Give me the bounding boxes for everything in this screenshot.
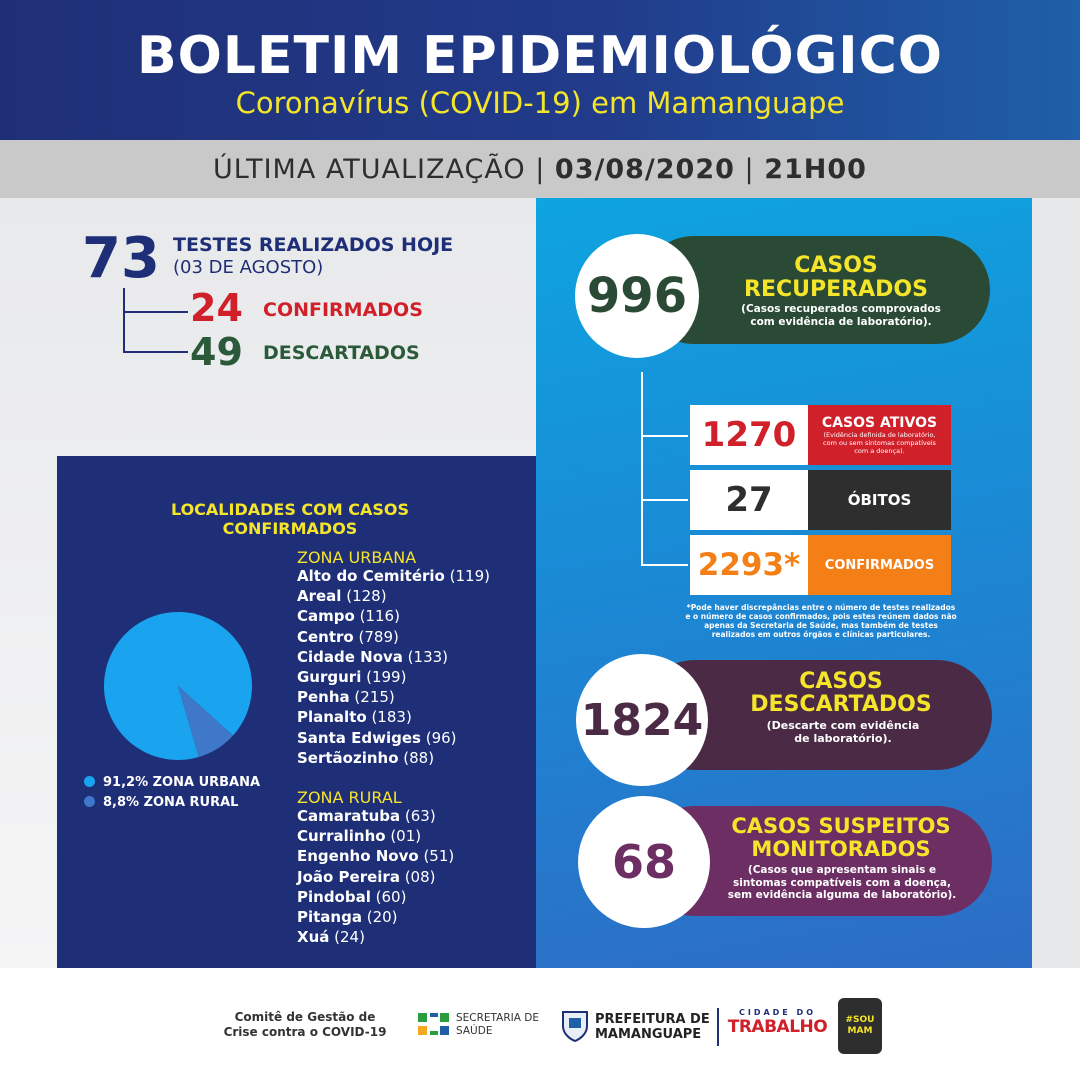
locality-item [297, 826, 454, 846]
update-label: ÚLTIMA ATUALIZAÇÃO [213, 154, 526, 185]
locality-item [297, 566, 490, 586]
discarded-value: 1824 [576, 654, 708, 786]
locality-count: (119) [444, 567, 490, 585]
locality-name: Campo [297, 607, 355, 626]
locality-item [297, 907, 454, 927]
confirmed-value: 2293* [690, 535, 808, 595]
locality-name: Sertãozinho [297, 748, 399, 767]
recovered-value: 996 [575, 234, 699, 358]
deaths-value: 27 [690, 470, 808, 530]
recovered-note: (Casos recuperados comprovados com evidência de laboratório). [741, 303, 941, 328]
page-title: BOLETIM EPIDEMIOLÓGICO [136, 26, 943, 86]
legend-urban-label: 91,2% ZONA URBANA [103, 775, 261, 790]
city-of-work-line-1: CIDADE DO [738, 1008, 816, 1017]
locality-name: Camaratuba [297, 807, 401, 825]
health-secretariat-logo-icon [418, 1013, 450, 1039]
locality-count: (133) [402, 647, 449, 666]
discarded-title-line-2: DESCARTADOS [750, 692, 932, 717]
zone-pie-chart [102, 610, 254, 762]
locality-name: João Pereira [297, 867, 400, 886]
locality-name: Pindobal [297, 887, 371, 906]
locality-count: (24) [329, 928, 365, 947]
city-coat-of-arms-icon [560, 1008, 590, 1042]
health-secretariat-line-1: SECRETARIA DE [456, 1012, 539, 1024]
locality-item [297, 707, 490, 727]
health-secretariat-text [456, 1012, 539, 1038]
update-time: 21H00 [764, 154, 867, 185]
locality-count: (08) [399, 867, 436, 886]
locality-count: (60) [370, 887, 407, 906]
locality-count: (88) [398, 748, 435, 767]
update-separator: | [535, 154, 546, 185]
locality-name: Gurguri [297, 668, 362, 687]
suspected-title [716, 815, 966, 861]
tests-label: TESTES REALIZADOS HOJE [173, 234, 454, 256]
locality-name: Centro [297, 627, 354, 646]
city-of-work-line-2: TRABALHO [727, 1017, 828, 1037]
active-note: (Evidência definida de laboratório, com ou sem sintomas compatíveis com a doença). [823, 431, 936, 455]
confirmed-label: CONFIRMADOS [824, 557, 935, 573]
locality-count: (116) [354, 607, 400, 626]
recovered-title [726, 254, 946, 302]
locality-item [297, 687, 490, 707]
suspected-value: 68 [578, 796, 710, 928]
locality-name: Pitanga [297, 908, 362, 927]
locality-name: Areal [297, 587, 342, 606]
locality-count: (128) [341, 587, 387, 606]
locality-item [297, 927, 454, 947]
locality-name: Santa Edwiges [297, 728, 421, 747]
update-separator-2: | [744, 154, 755, 185]
urban-list [297, 566, 490, 768]
city-hall-line-1: PREFEITURA DE [595, 1012, 710, 1027]
locality-count: (215) [349, 688, 395, 707]
tests-discarded-value: 49 [190, 330, 243, 374]
active-label: CASOS ATIVOS [821, 415, 938, 431]
legend-rural [84, 795, 238, 810]
recovered-title-line-1: CASOS [794, 253, 878, 278]
recovered-title-line-2: RECUPERADOS [744, 277, 928, 302]
legend-rural-swatch [84, 796, 95, 807]
locality-count: (789) [353, 627, 399, 646]
health-secretariat-line-2: SAÚDE [456, 1025, 493, 1037]
disclaimer-note: *Pode haver discrepâncias entre o número de testes realizados e o número de casos confirmados, pois estes reúnem dados não apenas da Secretaria de Saúde, mas também de testes realizados em outros órgãos e clínicas particulares. [685, 603, 957, 639]
locality-name: Penha [297, 688, 350, 707]
stats-tree-connector [636, 372, 696, 572]
suspected-title-line-1: CASOS SUSPEITOS [731, 814, 951, 838]
sou-mam-badge-text: #SOU MAM [845, 1015, 875, 1036]
update-date: 03/08/2020 [554, 154, 735, 185]
locality-name: Curralinho [297, 827, 386, 846]
locality-count: (183) [366, 708, 412, 727]
locality-name: Engenho Novo [297, 847, 419, 866]
active-box [808, 405, 951, 465]
tests-discarded-label: DESCARTADOS [263, 342, 420, 364]
confirmed-box [808, 535, 951, 595]
suspected-title-line-2: MONITORADOS [751, 837, 931, 861]
city-hall-text [595, 1012, 710, 1042]
locality-count: (63) [400, 807, 436, 825]
locality-count: (51) [418, 847, 455, 866]
tests-confirmed-value: 24 [190, 286, 243, 330]
active-value: 1270 [690, 405, 808, 465]
locality-name: Planalto [297, 708, 367, 727]
tests-date: (03 DE AGOSTO) [173, 257, 324, 278]
locality-item [297, 728, 490, 748]
locality-item [297, 647, 490, 667]
page-subtitle: Coronavírus (COVID-19) em Mamanguape [235, 86, 845, 120]
locality-item [297, 586, 490, 606]
locality-count: (96) [420, 728, 457, 747]
locality-item [297, 667, 490, 687]
discarded-title [726, 670, 956, 716]
locality-item [297, 606, 490, 626]
locality-item [297, 846, 454, 866]
footer-divider [717, 1008, 719, 1046]
footer [0, 968, 1080, 1080]
locality-item [297, 748, 490, 768]
locality-count: (20) [361, 908, 398, 927]
tests-tree-connector [118, 288, 198, 358]
locality-name: Alto do Cemitério [297, 567, 445, 585]
rural-zone-title: ZONA RURAL [297, 788, 402, 807]
sou-mam-badge [838, 998, 882, 1054]
urban-zone-title: ZONA URBANA [297, 548, 417, 567]
locality-name: Xuá [297, 928, 330, 947]
city-hall-line-2: MAMANGUAPE [595, 1027, 702, 1042]
localities-title: LOCALIDADES COM CASOS CONFIRMADOS [170, 500, 410, 538]
deaths-box [808, 470, 951, 530]
locality-count: (01) [385, 827, 422, 846]
deaths-label: ÓBITOS [847, 491, 912, 509]
locality-item [297, 627, 490, 647]
locality-name: Cidade Nova [297, 647, 403, 666]
legend-rural-label: 8,8% ZONA RURAL [103, 795, 239, 810]
locality-item [297, 806, 454, 826]
discarded-title-line-1: CASOS [799, 669, 883, 694]
committee-line-1: Comitê de Gestão de [234, 1010, 376, 1024]
discarded-note: (Descarte com evidência de laboratório). [766, 719, 920, 745]
committee-text [210, 1010, 400, 1040]
update-text [0, 154, 1080, 185]
legend-urban [84, 775, 260, 790]
locality-item [297, 867, 454, 887]
suspected-note: (Casos que apresentam sinais e sintomas compatíveis com a doença, sem evidência alguma de laboratório). [727, 864, 957, 901]
tests-total: 73 [82, 226, 160, 291]
tests-confirmed-label: CONFIRMADOS [263, 299, 423, 321]
committee-line-2: Crise contra o COVID-19 [223, 1025, 387, 1039]
rural-list [297, 806, 454, 947]
locality-item [297, 887, 454, 907]
legend-urban-swatch [84, 776, 95, 787]
city-of-work-logo [725, 1008, 830, 1037]
locality-count: (199) [361, 668, 407, 687]
